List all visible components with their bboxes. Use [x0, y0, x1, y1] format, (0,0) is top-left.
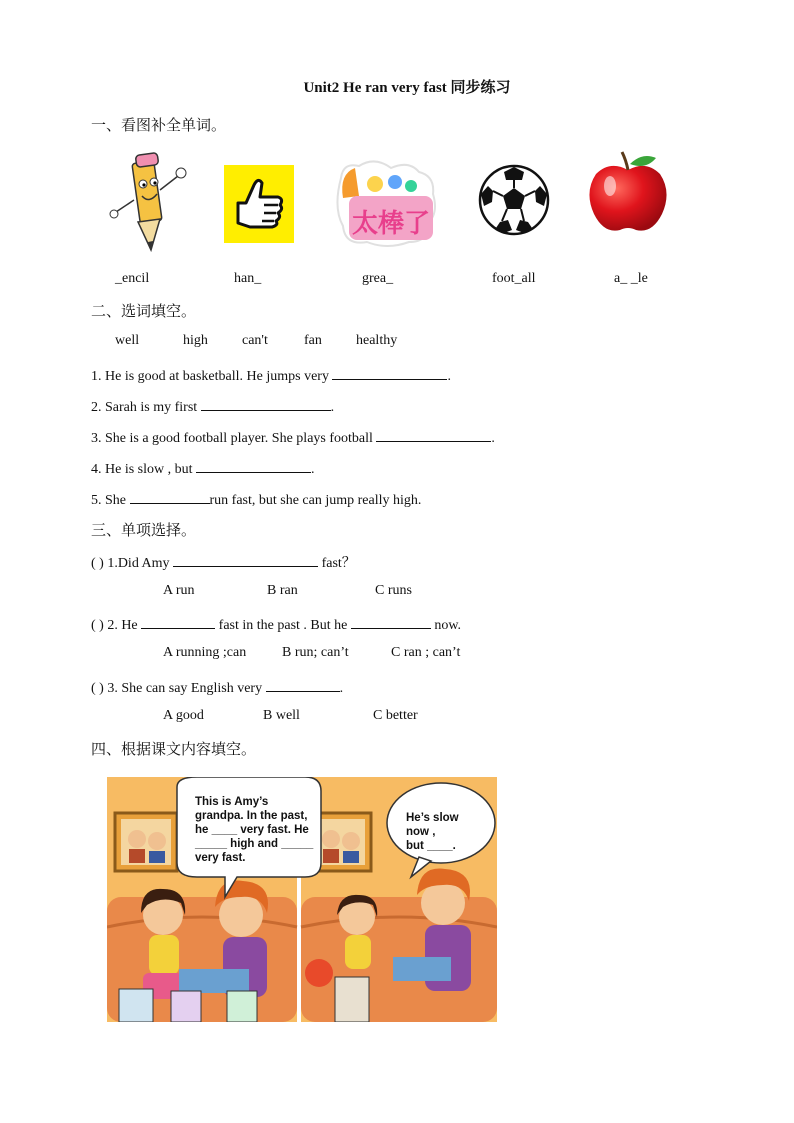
question-3-2: ( ) 2. He fast in the past . But he now.	[91, 614, 461, 634]
sticker-text: 太棒了	[351, 209, 431, 239]
answer-blank[interactable]	[351, 614, 431, 629]
section2-heading: 二、选词填空。	[91, 304, 197, 320]
soccer-ball-icon	[478, 164, 550, 236]
option-a[interactable]: A good	[163, 708, 204, 723]
question-3-1: ( ) 1.Did Amy fast？	[91, 552, 356, 572]
answer-blank[interactable]	[201, 396, 331, 411]
option-c[interactable]: C better	[373, 708, 418, 723]
section3-heading: 三、单项选择。	[91, 523, 197, 539]
question-2-1: 1. He is good at basketball. He jumps very .	[91, 365, 451, 385]
answer-blank[interactable]	[266, 677, 340, 692]
question-2-3: 3. She is a good football player. She plays football .	[91, 427, 495, 447]
word-choice: can't	[242, 333, 268, 348]
word-choice: fan	[304, 333, 322, 348]
comic-illustration	[107, 777, 497, 1022]
word-choice: high	[183, 333, 208, 348]
speech-bubble-2: He’s slow now , but ____.	[406, 812, 459, 852]
answer-blank[interactable]	[141, 614, 215, 629]
option-a[interactable]: A run	[163, 583, 195, 598]
thumbs-up-icon	[224, 165, 294, 243]
apple-icon	[586, 150, 670, 236]
word-choice: well	[115, 333, 140, 348]
page-title: Unit2 He ran very fast 同步练习	[303, 80, 511, 96]
question-2-2: 2. Sarah is my first .	[91, 396, 334, 416]
option-c[interactable]: C runs	[375, 583, 412, 598]
question-2-5: 5. She run fast, but she can jump really high.	[91, 489, 421, 509]
caption-hand: han_	[234, 271, 262, 286]
option-b[interactable]: B ran	[267, 583, 298, 598]
question-2-4: 4. He is slow , but .	[91, 458, 315, 478]
section4-heading: 四、根据课文内容填空。	[91, 742, 257, 758]
answer-blank[interactable]	[130, 489, 210, 504]
section1-heading: 一、看图补全单词。	[91, 118, 227, 134]
pencil-icon	[104, 150, 190, 256]
option-c[interactable]: C ran ; can’t	[391, 645, 461, 660]
option-b[interactable]: B run; can’t	[282, 645, 349, 660]
answer-blank[interactable]	[196, 458, 311, 473]
option-b[interactable]: B well	[263, 708, 300, 723]
speech-bubble-1: This is Amy’s grandpa. In the past, he ____ very fast. He _____ high and _____ very fast.	[195, 796, 314, 864]
caption-apple: a_ _le	[614, 271, 648, 286]
caption-football: foot_all	[492, 271, 536, 286]
great-sticker-icon	[335, 158, 439, 248]
option-a[interactable]: A running ;can	[163, 645, 247, 660]
answer-blank[interactable]	[332, 365, 447, 380]
answer-blank[interactable]	[376, 427, 491, 442]
word-choice: healthy	[356, 333, 398, 348]
question-3-3: ( ) 3. She can say English very .	[91, 677, 343, 697]
caption-great: grea_	[362, 271, 394, 286]
answer-blank[interactable]	[173, 552, 318, 567]
caption-pencil: _encil	[115, 271, 150, 286]
